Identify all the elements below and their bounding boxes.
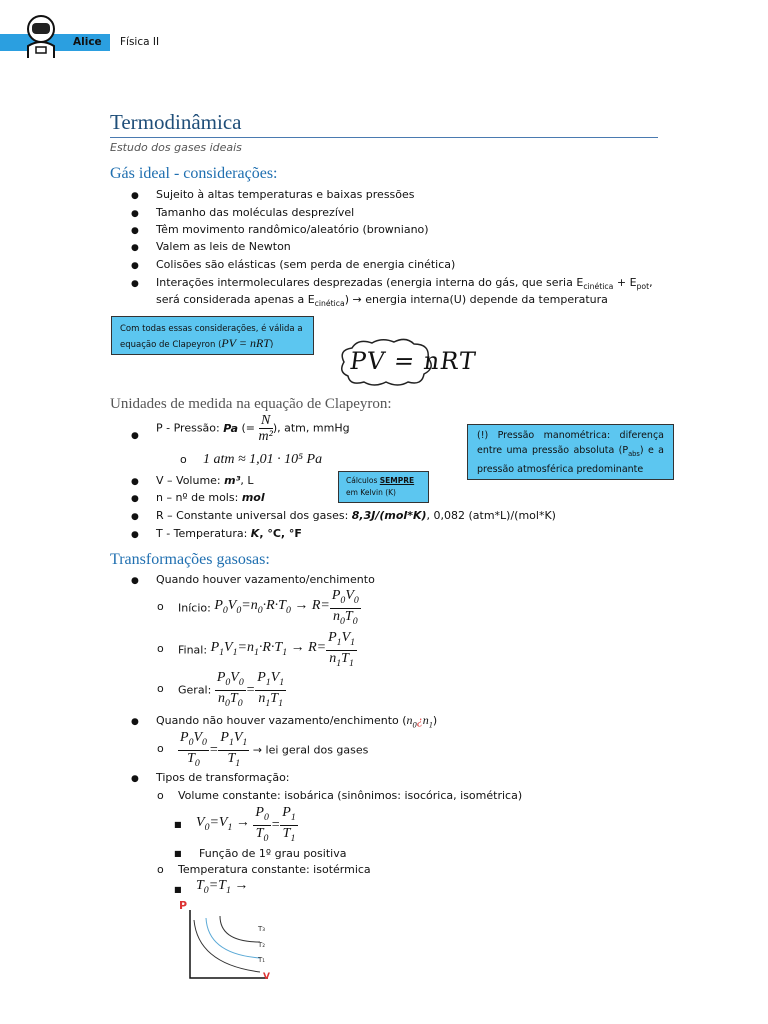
handwritten-formula: PV = nRT xyxy=(348,347,478,375)
list-item-text: Tamanho das moléculas desprezível xyxy=(156,206,355,219)
list-item: ● xyxy=(131,576,139,586)
graph-y-label: P xyxy=(179,899,188,912)
curve-label: T₁ xyxy=(258,956,266,964)
list-item: ● xyxy=(131,243,139,253)
curve-label: T₃ xyxy=(258,925,266,933)
list-item: ● xyxy=(131,774,139,784)
sub-list-item: o xyxy=(157,863,164,876)
graph-x-label: V xyxy=(263,972,270,982)
astronaut-avatar-icon xyxy=(20,12,62,60)
sub-list-item: o xyxy=(157,742,164,755)
list-item: ● xyxy=(131,530,139,540)
sub-list-item-text: Temperatura constante: isotérmica xyxy=(178,863,371,876)
list-item-text: Quando houver vazamento/enchimento xyxy=(156,573,375,586)
sub-list-item-text: Volume constante: isobárica (sinônimos: isocórica, isométrica) xyxy=(178,789,523,802)
sub-sub-list-item: ■ xyxy=(174,820,182,829)
list-item-text: Têm movimento randômico/aleatório (browniano) xyxy=(156,223,429,236)
curve-label: T₂ xyxy=(258,941,266,949)
general-equation: Geral: $\frac{P_0V_0}{n_0T_0}$ = $\frac{P_1V_1}{n_1T_1}$ xyxy=(178,670,285,709)
isotherm-curve xyxy=(194,920,260,972)
list-item: ● xyxy=(131,512,139,522)
sub-sub-list-item: ■ xyxy=(174,885,182,894)
list-item: ● xyxy=(131,191,139,201)
list-item-text: será considerada apenas a $E_{cinética}$) → energia interna(U) depende da temperatura xyxy=(156,293,608,309)
sub-list-item: o xyxy=(157,789,164,802)
section-heading-ideal-gas: Gás ideal - considerações: xyxy=(110,165,278,182)
list-item: ● xyxy=(131,261,139,271)
list-item: ● xyxy=(131,717,139,727)
list-item: ● xyxy=(131,477,139,487)
sub-list-item: o xyxy=(180,453,187,466)
list-item: ● xyxy=(131,431,139,441)
volume-units: V – Volume: m³, L xyxy=(156,474,254,487)
section-heading-transformations: Transformações gasosas: xyxy=(110,551,270,568)
pressure-units: P - Pressão: Pa (= $\frac{N}{\text{m²}}$ ), atm, mmHg xyxy=(156,413,350,444)
course-name: Física II xyxy=(120,36,160,48)
clapeyron-note: Com todas essas considerações, é válida a equação de Clapeyron (PV = nRT) xyxy=(111,316,314,355)
section-heading-units: Unidades de medida na equação de Clapeyron: xyxy=(110,396,392,412)
list-item: ● xyxy=(131,209,139,219)
list-item-text: Quando não houver vazamento/enchimento $(n_0¿n_1)$ xyxy=(156,713,438,730)
manometric-pressure-note: (!) Pressão manométrica: diferença entre uma pressão absoluta $(P_{abs})$ e a pressão atmosférica predominante xyxy=(467,424,674,480)
list-item: ● xyxy=(131,279,139,289)
title-divider xyxy=(110,137,658,138)
atm-conversion: 1 atm ≈ 1,01 · 10⁵ Pa xyxy=(203,452,323,467)
kelvin-note: Cálculos SEMPRE em Kelvin (K) xyxy=(338,471,429,503)
general-gas-law: $\frac{P_0V_0}{T_0}$ = $\frac{P_1V_1}{T_1}$ → lei geral dos gases xyxy=(180,730,369,769)
list-item-text: Sujeito à altas temperaturas e baixas pressões xyxy=(156,188,415,201)
isotherm-curve xyxy=(220,916,260,942)
list-item-text: Interações intermoleculares desprezadas (energia interna do gás, que seria $E_{cinética} + E_{pot}$, xyxy=(156,276,653,292)
sub-list-item: o xyxy=(157,642,164,655)
list-item: ● xyxy=(131,226,139,236)
sub-sub-list-item: ■ xyxy=(174,849,182,858)
list-item-text: Tipos de transformação: xyxy=(156,771,290,784)
temperature-units: T - Temperatura: K, °C, °F xyxy=(156,527,302,540)
mols-units: n – nº de mols: mol xyxy=(156,491,265,504)
list-item-text: Colisões são elásticas (sem perda de energia cinética) xyxy=(156,258,456,271)
page-title: Termodinâmica xyxy=(110,110,242,134)
final-equation: Final: $P_1V_1=n_1\cdot R\cdot T_1 \to R=$ $\frac{P_1V_1}{n_1T_1}$ xyxy=(178,630,356,669)
isothermal-equation: $T_0=T_1$ → xyxy=(196,878,249,896)
start-equation: Início: $P_0V_0=n_0\cdot R\cdot T_0 \to R=$ $\frac{P_0V_0}{n_0T_0}$ xyxy=(178,588,359,627)
student-name: Alice xyxy=(73,36,102,48)
gas-constant-units: R – Constante universal dos gases: 8,3J/(mol*K), 0,082 (atm*L)/(mol*K) xyxy=(156,509,556,522)
sub-sub-list-item-text: Função de 1º grau positiva xyxy=(199,847,347,860)
list-item: ● xyxy=(131,494,139,504)
isochoric-equation: $V_0=V_1$ → $\frac{P_0}{T_0}$ = $\frac{P_1}{T_1}$ xyxy=(196,805,296,844)
sub-list-item: o xyxy=(157,682,164,695)
list-item-text: Valem as leis de Newton xyxy=(156,240,291,253)
isotherm-curve xyxy=(206,918,260,958)
page-subtitle: Estudo dos gases ideais xyxy=(110,141,242,154)
sub-list-item: o xyxy=(157,600,164,613)
